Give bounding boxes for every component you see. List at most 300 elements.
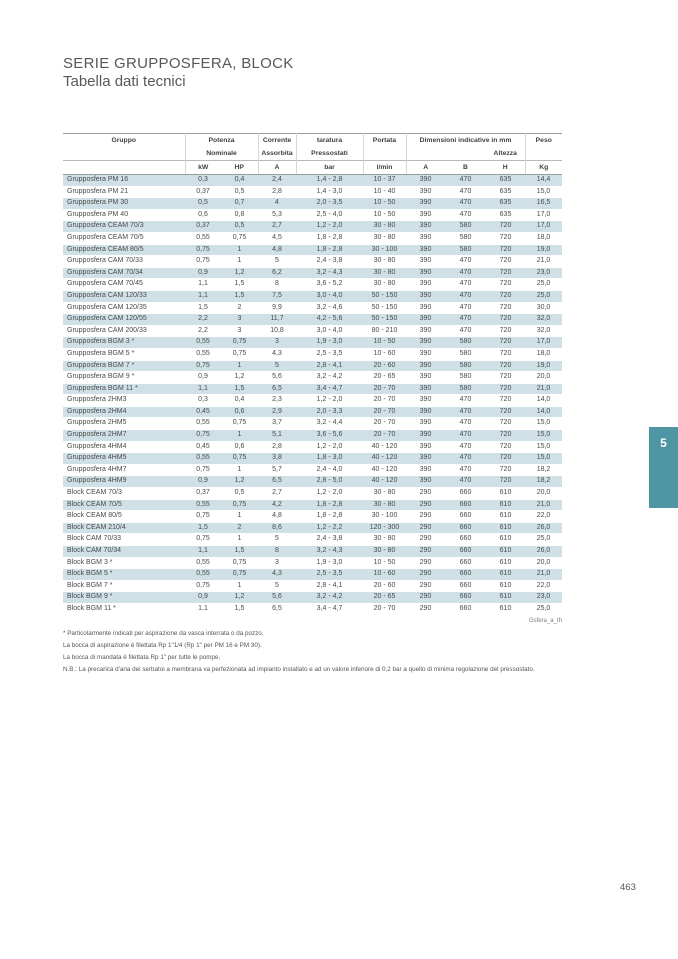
row-value: 0,55	[196, 338, 210, 346]
row-value: 11,7	[270, 315, 284, 323]
row-value: 720	[499, 396, 512, 404]
row-value: 3,2 - 4,3	[316, 268, 343, 276]
row-value: 20 - 70	[373, 419, 396, 427]
row-value: 15,0	[536, 187, 551, 195]
row-group-name: Grupposfera CAM 70/45	[67, 280, 143, 288]
row-value: 0,5	[234, 489, 245, 497]
row-value: 470	[459, 396, 472, 404]
row-value: 8	[275, 547, 279, 554]
unit-hp: HP	[221, 161, 258, 175]
row-value: 1,1	[198, 547, 208, 554]
row-group-name: Grupposfera CEAM 70/5	[67, 233, 144, 241]
table-row	[63, 302, 562, 314]
row-value: 290	[419, 547, 432, 554]
footnote-star: * Particolarmente indicati per aspirazione da vasca interrata o da pozzo.	[63, 630, 264, 637]
row-value: 0,75	[196, 257, 210, 265]
row-value: 720	[499, 315, 512, 323]
row-value: 390	[419, 315, 432, 323]
row-value: 0,9	[198, 268, 208, 276]
header-dim-b-spacer	[445, 147, 486, 161]
row-value: 390	[419, 431, 432, 439]
row-value: 610	[499, 593, 512, 601]
row-value: 1,5	[234, 384, 245, 392]
row-value: 80 - 210	[371, 326, 398, 334]
row-value: 20 - 65	[373, 593, 396, 601]
row-value: 0,6	[234, 407, 245, 415]
table-row	[63, 372, 562, 384]
row-value: 0,8	[234, 210, 245, 218]
row-value: 21,0	[536, 257, 551, 265]
row-value: 720	[499, 454, 512, 462]
row-value: 3	[237, 315, 242, 323]
row-value: 0,6	[198, 210, 208, 218]
row-group-name: Block BGM 11 *	[67, 604, 116, 612]
row-value: 0,9	[198, 593, 208, 601]
row-value: 1,5	[234, 604, 245, 612]
row-value: 3,4 - 4,7	[316, 384, 343, 392]
row-group-name: Grupposfera PM 30	[67, 199, 129, 207]
table-row	[63, 464, 562, 476]
row-value: 720	[499, 465, 512, 473]
row-group-name: Block CEAM 80/5	[67, 512, 122, 520]
row-value: 470	[459, 454, 472, 462]
row-value: 1,5	[234, 547, 245, 554]
row-value: 3,4 - 4,7	[316, 604, 343, 612]
row-value: 23,0	[536, 593, 551, 601]
row-value: 0,75	[196, 512, 210, 520]
row-value: 30 - 100	[371, 512, 398, 520]
row-group-name: Grupposfera 2HM4	[67, 407, 127, 415]
row-value: 20 - 60	[373, 581, 396, 589]
row-value: 2,8	[272, 442, 282, 450]
row-value: 610	[499, 523, 512, 531]
row-value: 1,8 - 2,8	[316, 500, 343, 508]
row-value: 17,0	[536, 222, 551, 230]
header-assorbita: Assorbita	[258, 147, 296, 161]
row-value: 0,55	[196, 558, 210, 566]
row-value: 2	[237, 523, 242, 531]
row-value: 30 - 80	[373, 257, 396, 265]
row-value: 0,75	[232, 558, 247, 566]
row-value: 2,7	[272, 489, 282, 497]
row-value: 470	[459, 291, 472, 299]
row-value: 1,2 - 2,2	[316, 523, 343, 531]
row-value: 0,75	[196, 465, 210, 473]
row-value: 1,4 - 3,0	[316, 187, 343, 195]
row-group-name: Grupposfera BGM 3 *	[67, 338, 135, 346]
table-row	[63, 244, 562, 256]
row-value: 0,45	[196, 407, 210, 415]
row-value: 2,8 - 5,0	[316, 477, 343, 485]
row-value: 2,4	[272, 176, 282, 183]
row-value: 720	[499, 407, 512, 415]
row-value: 6,5	[272, 604, 282, 612]
footnote-nb: N.B.: La precarica d'aria dei serbatoi a membrana va perfezionata ad impianto installato e ad un valore inferiore di 0,2 bar a quello di minima regolazione del pressostato.	[63, 666, 535, 673]
row-value: 15,0	[536, 431, 551, 439]
row-value: 20 - 70	[373, 384, 396, 392]
row-value: 390	[419, 210, 432, 218]
row-group-name: Grupposfera 4HM9	[67, 477, 127, 485]
row-value: 390	[419, 396, 432, 404]
row-value: 15,0	[536, 442, 551, 450]
row-group-name: Grupposfera CAM 120/35	[67, 303, 147, 311]
row-value: 26,0	[536, 523, 551, 531]
row-value: 1,4 - 2,8	[316, 176, 343, 183]
row-value: 1,1	[198, 384, 208, 392]
table-row	[63, 175, 562, 187]
row-value: 20 - 70	[373, 431, 396, 439]
page-number: 463	[620, 882, 636, 893]
row-value: 5,3	[272, 210, 282, 218]
table-row	[63, 290, 562, 302]
table-header	[63, 134, 562, 175]
row-value: 610	[499, 581, 512, 589]
row-value: 8	[275, 280, 279, 288]
row-value: 2,5 - 3,5	[316, 570, 343, 578]
row-group-name: Grupposfera 4HM5	[67, 454, 127, 462]
row-value: 0,3	[198, 396, 208, 404]
header-dimensioni: Dimensioni indicative in mm	[406, 134, 525, 148]
row-value: 390	[419, 303, 432, 311]
header-altezza: Altezza	[493, 150, 517, 157]
table-row	[63, 546, 562, 558]
row-value: 26,0	[536, 547, 551, 554]
footnotes	[63, 630, 568, 678]
table-row	[63, 488, 562, 500]
row-value: 0,5	[198, 199, 208, 207]
row-value: 470	[459, 268, 472, 276]
row-value: 50 - 150	[371, 291, 398, 299]
row-value: 2,8 - 4,1	[316, 361, 343, 369]
row-value: 32,0	[536, 315, 551, 323]
row-value: 1,2 - 2,0	[316, 396, 343, 404]
row-value: 0,55	[196, 419, 210, 427]
unit-bar: bar	[296, 161, 363, 175]
row-value: 610	[499, 570, 512, 578]
row-value: 390	[419, 326, 432, 334]
row-value: 0,7	[234, 199, 245, 207]
row-group-name: Grupposfera 2HM5	[67, 419, 127, 427]
unit-kw: kW	[185, 161, 221, 175]
row-value: 1,8 - 3,0	[316, 454, 343, 462]
row-value: 10 - 60	[373, 349, 396, 357]
row-value: 30 - 80	[373, 222, 396, 230]
table-row	[63, 221, 562, 233]
row-value: 17,0	[536, 210, 551, 218]
unit-kg: Kg	[525, 161, 562, 175]
row-value: 40 - 120	[371, 442, 398, 450]
row-group-name: Grupposfera BGM 9 *	[67, 373, 135, 381]
row-value: 30 - 80	[373, 280, 396, 288]
row-value: 1	[237, 431, 242, 439]
footnote-aspirazione: La bocca di aspirazione è filettata Rp 1"1/4 (Rp 1" per PM 16 e PM 30).	[63, 642, 262, 649]
row-value: 0,75	[232, 349, 247, 357]
row-value: 2,0 - 3,5	[316, 199, 343, 207]
row-value: 23,0	[536, 268, 551, 276]
row-value: 3,8	[272, 454, 282, 462]
row-value: 4,3	[272, 349, 282, 357]
row-value: 390	[419, 384, 432, 392]
row-value: 18,2	[536, 477, 551, 485]
row-value: 30 - 80	[373, 500, 396, 508]
row-value: 390	[419, 419, 432, 427]
row-value: 660	[459, 558, 472, 566]
row-group-name: Grupposfera 4HM4	[67, 442, 127, 450]
row-value: 2	[237, 303, 242, 311]
row-value: 6,2	[272, 268, 282, 276]
table-row	[63, 314, 562, 326]
row-group-name: Grupposfera BGM 5 *	[67, 349, 135, 357]
row-value: 390	[419, 291, 432, 299]
row-value: 290	[419, 535, 432, 543]
row-value: 290	[419, 489, 432, 497]
row-group-name: Grupposfera BGM 11 *	[67, 384, 138, 392]
row-group-name: Block BGM 3 *	[67, 558, 113, 566]
row-value: 19,0	[536, 245, 551, 253]
row-value: 0,75	[196, 431, 210, 439]
row-value: 720	[499, 361, 512, 369]
row-value: 2,4 - 4,0	[316, 465, 343, 473]
row-group-name: Block CEAM 70/5	[67, 500, 122, 508]
table-row	[63, 198, 562, 210]
row-value: 0,75	[196, 581, 210, 589]
row-value: 1	[237, 581, 242, 589]
row-value: 1	[237, 535, 242, 543]
row-value: 0,75	[196, 245, 210, 253]
row-value: 3,0 - 4,0	[316, 291, 343, 299]
row-value: 30 - 80	[373, 489, 396, 497]
row-value: 1	[237, 465, 242, 473]
table-row	[63, 406, 562, 418]
row-value: 3,2 - 4,2	[316, 373, 343, 381]
row-value: 14,0	[536, 407, 551, 415]
row-group-name: Block CEAM 70/3	[67, 489, 122, 497]
row-value: 3	[237, 326, 242, 334]
table-row	[63, 395, 562, 407]
row-value: 720	[499, 222, 512, 230]
row-value: 470	[459, 210, 472, 218]
row-value: 15,0	[536, 419, 551, 427]
row-group-name: Grupposfera 4HM7	[67, 465, 127, 473]
row-value: 635	[499, 187, 512, 195]
row-value: 580	[459, 222, 472, 230]
chapter-tab: 5	[649, 427, 678, 508]
row-value: 1	[237, 245, 242, 253]
table-body	[63, 175, 562, 616]
row-value: 22,0	[536, 581, 551, 589]
row-value: 18,2	[536, 465, 551, 473]
row-value: 390	[419, 187, 432, 195]
row-group-name: Grupposfera CAM 120/55	[67, 315, 147, 323]
row-value: 1,5	[198, 523, 208, 531]
row-value: 3,7	[272, 419, 282, 427]
row-value: 0,37	[196, 187, 210, 195]
row-value: 2,2	[198, 315, 208, 323]
row-value: 21,0	[536, 500, 551, 508]
row-value: 22,0	[536, 512, 551, 520]
row-value: 4,8	[272, 245, 282, 253]
row-value: 610	[499, 489, 512, 497]
row-value: 10 - 37	[373, 176, 396, 183]
table-row	[63, 232, 562, 244]
row-value: 3,2 - 4,6	[316, 303, 343, 311]
row-value: 4	[275, 199, 279, 207]
row-value: 0,55	[196, 233, 210, 241]
row-value: 25,0	[536, 280, 551, 288]
row-value: 32,0	[536, 326, 551, 334]
row-value: 610	[499, 535, 512, 543]
row-value: 720	[499, 233, 512, 241]
row-value: 2,9	[272, 407, 282, 415]
row-value: 390	[419, 465, 432, 473]
row-value: 470	[459, 326, 472, 334]
row-value: 5,1	[272, 431, 282, 439]
row-value: 2,8 - 4,1	[316, 581, 343, 589]
row-value: 1,8 - 2,8	[316, 245, 343, 253]
row-value: 6,5	[272, 477, 282, 485]
row-value: 10,8	[270, 326, 284, 334]
row-value: 720	[499, 442, 512, 450]
header-pressostati: Pressostati	[296, 147, 363, 161]
header-portata: Portata	[363, 134, 406, 161]
row-value: 1	[237, 361, 242, 369]
row-group-name: Block CAM 70/34	[67, 547, 122, 554]
row-value: 720	[499, 326, 512, 334]
row-value: 610	[499, 512, 512, 520]
row-value: 21,0	[536, 570, 551, 578]
row-value: 0,55	[196, 500, 210, 508]
row-value: 30 - 80	[373, 268, 396, 276]
row-value: 0,75	[232, 419, 247, 427]
row-value: 290	[419, 581, 432, 589]
row-value: 390	[419, 477, 432, 485]
row-value: 390	[419, 338, 432, 346]
row-value: 2,7	[272, 222, 282, 230]
row-group-name: Grupposfera PM 21	[67, 187, 129, 195]
row-value: 5,6	[272, 593, 282, 601]
table-row	[63, 267, 562, 279]
table-code: Gsfera_a_th	[528, 618, 562, 624]
header-nominale: Nominale	[185, 147, 258, 161]
row-group-name: Block BGM 7 *	[67, 581, 113, 589]
row-value: 1,2	[234, 477, 245, 485]
row-value: 5,6	[272, 373, 282, 381]
row-value: 1,1	[198, 604, 208, 612]
row-value: 635	[499, 176, 512, 183]
unit-ampere: A	[258, 161, 296, 175]
header-peso: Peso	[525, 134, 562, 161]
row-value: 470	[459, 419, 472, 427]
row-value: 290	[419, 523, 432, 531]
row-value: 50 - 150	[371, 315, 398, 323]
row-value: 1,2	[234, 373, 245, 381]
row-value: 720	[499, 338, 512, 346]
row-value: 390	[419, 280, 432, 288]
header-potenza: Potenza	[185, 134, 258, 148]
row-value: 580	[459, 361, 472, 369]
row-value: 10 - 50	[373, 199, 396, 207]
row-value: 1	[237, 512, 242, 520]
row-value: 660	[459, 581, 472, 589]
table-row	[63, 325, 562, 337]
footnote-mandata: La bocca di mandata è filettata Rp 1" per tutte le pompe.	[63, 654, 221, 661]
technical-data-table	[63, 133, 562, 616]
row-value: 1,1	[198, 280, 208, 288]
row-value: 8,6	[272, 523, 282, 531]
row-value: 18,0	[536, 233, 551, 241]
row-value: 0,4	[234, 176, 245, 183]
row-value: 290	[419, 512, 432, 520]
row-value: 580	[459, 245, 472, 253]
row-value: 0,6	[234, 442, 245, 450]
row-group-name: Grupposfera CAM 70/33	[67, 257, 143, 265]
row-value: 660	[459, 593, 472, 601]
unit-dim-a: A	[406, 161, 445, 175]
row-value: 470	[459, 465, 472, 473]
row-value: 390	[419, 245, 432, 253]
header-corrente: Corrente	[258, 134, 296, 148]
row-value: 4,2	[272, 500, 282, 508]
table-row	[63, 186, 562, 198]
row-value: 18,0	[536, 349, 551, 357]
row-value: 0,45	[196, 442, 210, 450]
row-group-name: Grupposfera PM 16	[67, 176, 129, 183]
row-value: 30 - 80	[373, 233, 396, 241]
row-value: 20,0	[536, 489, 551, 497]
row-value: 0,75	[196, 361, 210, 369]
row-value: 610	[499, 604, 512, 612]
row-value: 1,5	[234, 280, 245, 288]
row-value: 10 - 50	[373, 558, 396, 566]
row-value: 2,2	[198, 326, 208, 334]
row-value: 4,5	[272, 233, 282, 241]
table-row	[63, 418, 562, 430]
row-value: 0,3	[198, 176, 208, 183]
row-value: 610	[499, 500, 512, 508]
row-value: 610	[499, 547, 512, 554]
page-subtitle: Tabella dati tecnici	[63, 73, 186, 90]
row-value: 660	[459, 535, 472, 543]
header-gruppo: Gruppo	[111, 137, 137, 144]
row-value: 1,8 - 2,8	[316, 233, 343, 241]
row-value: 1,1	[198, 291, 208, 299]
row-value: 14,4	[536, 176, 551, 183]
row-value: 0,75	[232, 570, 247, 578]
row-value: 40 - 120	[371, 465, 398, 473]
row-value: 0,55	[196, 454, 210, 462]
row-value: 0,9	[198, 373, 208, 381]
row-value: 120 - 300	[369, 523, 400, 531]
unit-spacer	[63, 161, 185, 175]
row-group-name: Grupposfera 2HM3	[67, 396, 127, 404]
row-value: 635	[499, 199, 512, 207]
row-value: 30 - 100	[371, 245, 398, 253]
row-value: 390	[419, 233, 432, 241]
row-value: 390	[419, 407, 432, 415]
row-value: 635	[499, 210, 512, 218]
row-value: 390	[419, 373, 432, 381]
row-value: 4,3	[272, 570, 282, 578]
row-value: 720	[499, 245, 512, 253]
row-value: 1,5	[234, 291, 245, 299]
row-value: 5	[275, 535, 279, 543]
row-value: 470	[459, 187, 472, 195]
row-value: 3,0 - 4,0	[316, 326, 343, 334]
row-value: 3,6 - 5,2	[316, 280, 343, 288]
row-group-name: Grupposfera BGM 7 *	[67, 361, 135, 369]
row-value: 610	[499, 558, 512, 566]
row-value: 660	[459, 523, 472, 531]
